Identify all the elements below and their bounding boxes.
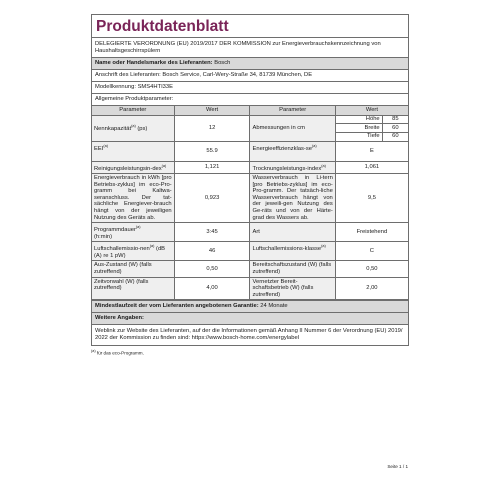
- further-info-row: [92, 313, 408, 325]
- table-row: [92, 115, 408, 141]
- model-label: Modellkennung:: [95, 84, 136, 91]
- noise-class-text: Luftschallemissions-klasse: [252, 246, 322, 253]
- networked-standby-value: 2,00: [335, 277, 408, 300]
- energy-class-text: Energieeffizienzklas-se: [252, 145, 312, 152]
- table-row: [92, 161, 408, 174]
- energy-class-value: E: [335, 141, 408, 161]
- nennkapazitaet-unit: (ps): [137, 126, 148, 133]
- cleaning-index-value: 1,121: [174, 161, 250, 174]
- page-number: Seite 1 / 1: [387, 464, 408, 469]
- energy-class-label: [250, 141, 335, 161]
- guarantee-row: [92, 300, 408, 313]
- noise-class-value: C: [335, 242, 408, 261]
- table-row: [336, 124, 408, 133]
- nennkapazitaet-value: 12: [174, 115, 250, 141]
- program-duration-label: [92, 223, 174, 242]
- table-header-row: [92, 106, 408, 115]
- footnote-ref: (a): [131, 124, 136, 129]
- footnote-ref: (a): [321, 244, 326, 249]
- networked-standby-label: Vernetzter Bereit-schaftsbetrieb (W) (falls zutreffend): [250, 277, 335, 300]
- value-header-2: Wert: [335, 106, 408, 115]
- footnote: [91, 349, 409, 356]
- table-row: [336, 132, 408, 140]
- trademark-value: Bosch: [214, 60, 231, 67]
- eei-label: [92, 141, 174, 161]
- footnote-ref: (a): [321, 163, 326, 168]
- param-header: Parameter: [92, 106, 174, 115]
- nennkapazitaet-label: [92, 115, 174, 141]
- general-params-label: Allgemeine Produktparameter:: [95, 96, 174, 103]
- program-duration-value: 3:45: [174, 223, 250, 242]
- trademark-label: Name oder Handelsmarke des Lieferanten:: [95, 60, 213, 67]
- model-value: SMS4HTI33E: [137, 84, 174, 91]
- water-consumption-value: 9,5: [335, 174, 408, 223]
- standby-value: 0,50: [335, 261, 408, 277]
- footnote-ref: (a): [103, 143, 108, 148]
- address-row: [92, 70, 408, 82]
- table-row: [92, 223, 408, 242]
- footnote-mark: (a): [91, 349, 96, 354]
- product-data-sheet: [91, 14, 409, 356]
- cleaning-index-label: [92, 161, 174, 174]
- eei-value: 55.9: [174, 141, 250, 161]
- program-duration-text: Programmdauer: [94, 227, 136, 234]
- guarantee-label: Mindestlaufzeit der vom Lieferanten angebotenen Garantie:: [95, 303, 259, 310]
- program-duration-unit: (h:min): [94, 233, 113, 240]
- height-value: 85: [382, 116, 408, 124]
- value-header: Wert: [174, 106, 250, 115]
- regulation-text: DELEGIERTE VERORDNUNG (EU) 2019/2017 DER KOMMISSION zur Energieverbrauchskennzeichnung von Haushaltsgeschirrspülern: [92, 38, 408, 58]
- depth-value: 60: [392, 133, 399, 140]
- dimensions-label: Abmessungen in cm: [250, 115, 335, 141]
- footnote-ref: (a): [312, 143, 317, 148]
- table-row: [336, 116, 408, 124]
- noise-label: [92, 242, 174, 261]
- trademark-row: [92, 58, 408, 70]
- dimensions-table: [336, 116, 408, 141]
- table-row: [92, 141, 408, 161]
- param-header-2: Parameter: [250, 106, 335, 115]
- energy-consumption-label: Energieverbrauch in kWh [pro Betriebs-zyklus] im eco-Pro-gramm bei Kaltwa-seranschluss. Der tat-sächliche Energiever-brauch hängt von der jeweiligen Nutzung des Geräts ab.: [92, 174, 174, 223]
- width-value: 60: [382, 124, 408, 133]
- table-row: [92, 261, 408, 277]
- eei-text: EEI: [94, 145, 104, 152]
- noise-unit: (dB (A) re 1 pW): [94, 246, 166, 259]
- standby-label: Bereitschaftszustand (W) (falls zutreffend): [250, 261, 335, 277]
- dimensions-cell: [335, 115, 408, 141]
- table-row: [92, 242, 408, 261]
- type-value: Freistehend: [335, 223, 408, 242]
- width-label: Breite: [336, 124, 382, 133]
- nennkapazitaet-text: Nennkapazität: [94, 126, 132, 133]
- weblink-row: [92, 325, 408, 345]
- address-value: Bosch Service, Carl-Wery-Straße 34, 81739 München, DE: [162, 72, 313, 79]
- sheet-frame: [91, 14, 409, 346]
- model-row: [92, 82, 408, 94]
- water-consumption-label: Wasserverbrauch in Li-tern [pro Betriebs-zyklus] im eco-Pro-gramm. Der tatsäch-liche Wasserverbrauch hängt von der jeweili-gen Nutzung des Ge-räts und von der Härte-grad des Wassers ab.: [250, 174, 335, 223]
- off-mode-label: Aus-Zustand (W) (falls zutreffend): [92, 261, 174, 277]
- height-label: Höhe: [336, 116, 382, 124]
- drying-index-label: [250, 161, 335, 174]
- delay-start-value: 4,00: [174, 277, 250, 300]
- type-label: Art: [250, 223, 335, 242]
- energy-consumption-value: 0,923: [174, 174, 250, 223]
- depth-label: Tiefe: [336, 132, 382, 140]
- footnote-text: für das eco-Programm.: [96, 350, 144, 356]
- noise-text: Luftschallemissio-nen: [94, 246, 150, 253]
- table-row: [92, 174, 408, 223]
- parameter-table: [92, 106, 408, 300]
- footnote-ref: (a): [135, 225, 141, 230]
- drying-index-value: 1,061: [335, 161, 408, 174]
- further-info-label: Weitere Angaben:: [95, 315, 144, 322]
- delay-start-label: Zeitvorwahl (W) (falls zutreffend): [92, 277, 174, 300]
- table-row: [92, 277, 408, 300]
- cleaning-index-text: Reinigungsleistungsin-dex: [94, 165, 162, 172]
- noise-class-label: [250, 242, 335, 261]
- footnote-ref: (a): [161, 163, 167, 168]
- drying-index-text: Trocknungsleistungs-index: [252, 165, 322, 172]
- off-mode-value: 0,50: [174, 261, 250, 277]
- weblink-text: Weblink zur Website des Lieferanten, auf der die Informationen gemäß Anhang II Nummer 6 der Verordnung (EU) 2019/2022 der Kommission zu finden sind: https://www.bosch-home.com/energylabel: [95, 328, 403, 342]
- general-params-row: [92, 94, 408, 106]
- address-label: Anschrift des Lieferanten:: [95, 72, 161, 79]
- page-title: Produktdatenblatt: [92, 15, 408, 38]
- noise-value: 46: [174, 242, 250, 261]
- footnote-ref: (a): [149, 244, 155, 249]
- guarantee-value: 24 Monate: [260, 303, 288, 310]
